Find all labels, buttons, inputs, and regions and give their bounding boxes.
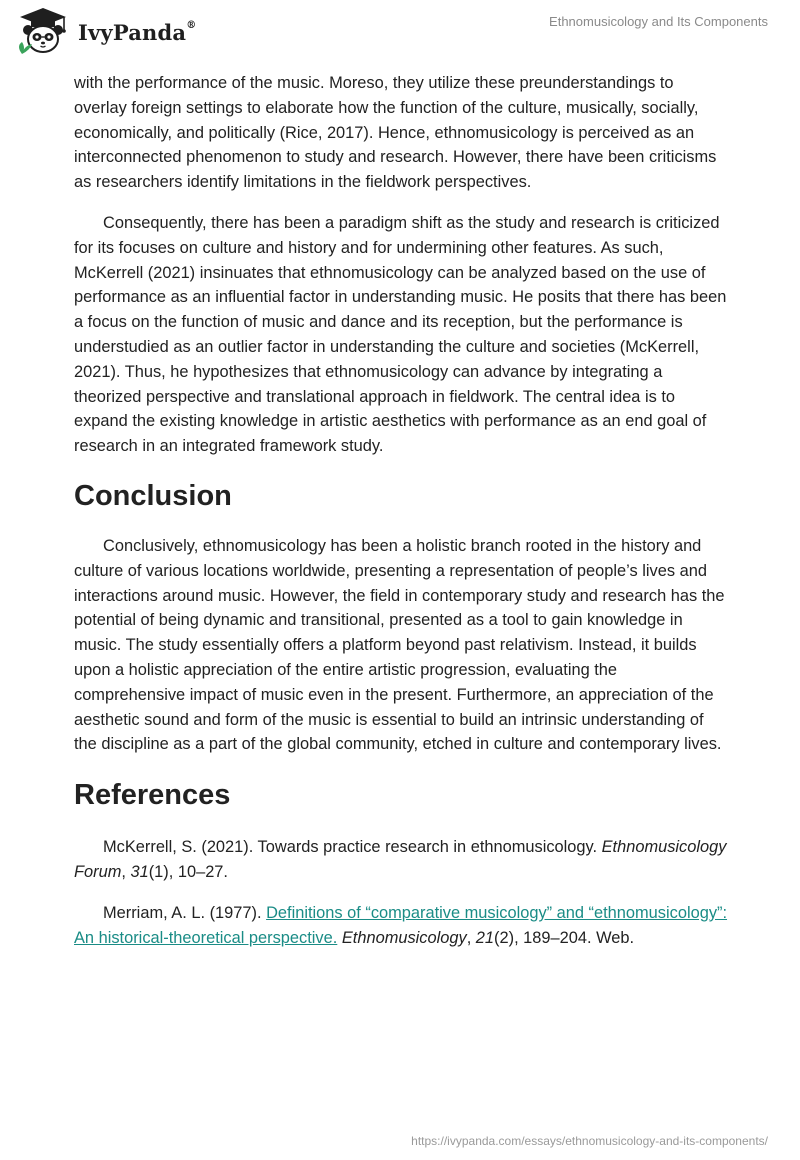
ivypanda-logo[interactable] xyxy=(14,6,196,58)
conclusion-paragraph: Conclusively, ethnomusicology has been a holistic branch rooted in the history and culture of various locations worldwide, presenting a representation of people’s lives and interactions around music. However, the field in contemporary study and research has the potential of being dynamic and transitional, presented as a tool to gain knowledge in music. The study essentially offers a platform beyond past relativism. Instead, it builds upon a holistic appreciation of the entire artistic progression, evaluating the comprehensive impact of music even in the present. Furthermore, an appreciation of the aesthetic sound and form of the music is essential to build an intrinsic understanding of the discipline as a part of the global community, etched in culture and contemporary lives. xyxy=(74,536,725,754)
reference-link[interactable]: Definitions of “comparative musicology” and “ethnomusicology”: An historical-theoretical perspective. xyxy=(74,903,728,947)
volume-number: 21 xyxy=(475,928,495,947)
conclusion-heading: Conclusion xyxy=(74,479,232,512)
paragraph-paradigm-shift: Consequently, there has been a paradigm shift as the study and research is criticized for its focuses on culture and history and for undermining other features. As such, McKerrell (2021) insinuates that ethnomusicology can be analyzed based on the use of performance as an influential factor in understanding music. He posits that there has been a focus on the function of music and dance and its reception, but the performance is understudied as an outlier factor in understanding the culture and societies (McKerrell, 2021). Thus, he hypothesizes that ethnomusicology can advance by integrating a theorized perspective and translational approach in fieldwork. The central idea is to expand the existing knowledge in artistic aesthetics with performance as an end goal of research in an integrated framework study. xyxy=(74,213,727,456)
article-body xyxy=(74,71,730,966)
reference-item: Merriam, A. L. (1977). Definitions of “comparative musicology” and “ethnomusicology”: An historical-theoretical perspective. Ethnomusicology, 21(2), 189–204. Web. xyxy=(74,903,728,947)
panda-graduate-icon xyxy=(14,6,72,58)
page-header xyxy=(0,0,800,66)
document-title: Ethnomusicology and Its Components xyxy=(549,14,768,29)
reference-item: McKerrell, S. (2021). Towards practice research in ethnomusicology. Ethnomusicology Forum, 31(1), 10–27. xyxy=(74,838,727,881)
journal-title: Ethnomusicology xyxy=(341,928,467,947)
journal-title: Ethnomusicology Forum xyxy=(74,838,727,881)
references-heading: References xyxy=(74,779,231,812)
footer-url: https://ivypanda.com/essays/ethnomusicology-and-its-components/ xyxy=(411,1134,768,1148)
brand-name: IvyPanda® xyxy=(78,19,197,45)
volume-number: 31 xyxy=(130,862,149,881)
paragraph-continued: with the performance of the music. Moreso, they utilize these preunderstandings to overlay foreign settings to elaborate how the function of the culture, musically, socially, economically, and politically (Rice, 2017). Hence, ethnomusicology is perceived as an interconnected phenomenon to study and research. However, there have been criticisms as researchers identify limitations in the fieldwork perspectives. xyxy=(74,74,717,192)
